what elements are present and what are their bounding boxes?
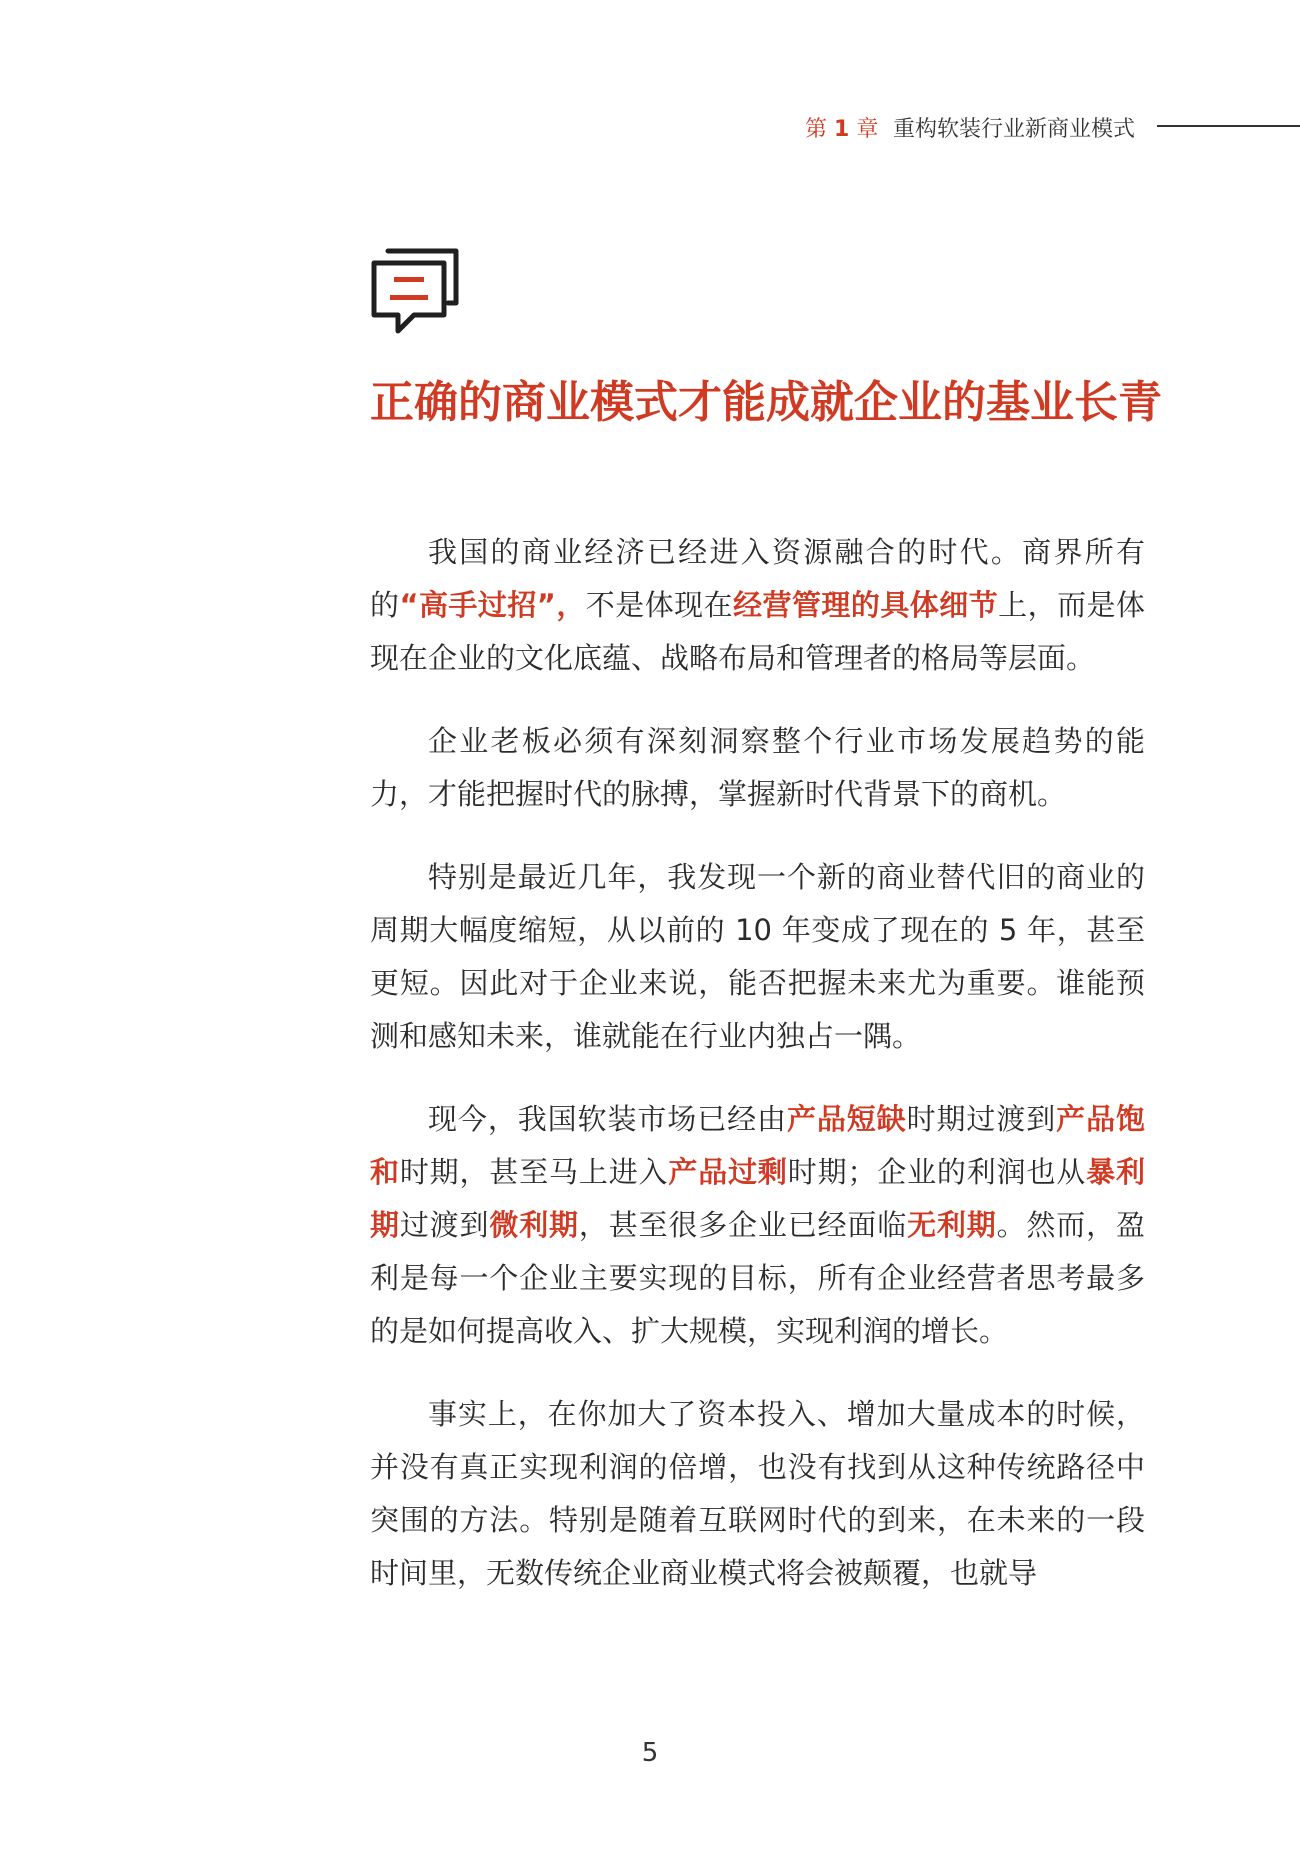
paragraph (370, 851, 1145, 1063)
highlighted-phrase: 经营管理的具体细节 (733, 588, 999, 622)
highlighted-phrase: 产品饱和 (370, 1102, 1145, 1189)
page-number: 5 (641, 1738, 659, 1768)
text-segment: 企业老板必须有深刻洞察整个行业市场发展趋势的能力，才能把握时代的脉搏，掌握新时代背景下的商机。 (370, 724, 1145, 811)
text-segment: 时期过渡到 (906, 1102, 1057, 1136)
highlighted-phrase: 产品短缺 (786, 1102, 907, 1136)
text-segment: 现今，我国软装市场已经由 (428, 1102, 787, 1136)
body-text (370, 526, 1145, 1630)
paragraph (370, 715, 1145, 821)
text-segment: 。然而，盈利是每一个企业主要实现的目标，所有企业经营者思考最多的是如何提高收入、扩大规模，实现利润的增长。 (370, 1208, 1145, 1348)
text-segment: 特别是最近几年，我发现一个新的商业替代旧的商业的周期大幅度缩短，从以前的 10 年变成了现在的 5 年，甚至更短。因此对于企业来说，能否把握未来尤为重要。谁能预测和感知未来，谁就能在行业内独占一隅。 (370, 860, 1145, 1053)
running-header (0, 108, 1300, 148)
highlighted-phrase: 产品过剩 (668, 1155, 788, 1189)
text-segment: 时期；企业的利润也从 (787, 1155, 1087, 1189)
highlighted-phrase: “高手过招”， (399, 588, 586, 622)
paragraph (370, 1093, 1145, 1358)
text-segment: ，甚至很多企业已经面临 (578, 1208, 908, 1242)
text-segment: 事实上，在你加大了资本投入、增加大量成本的时候，并没有真正实现利润的倍增，也没有找到从这种传统路径中突围的方法。特别是随着互联网时代的到来，在未来的一段时间里，无数传统企业商业模式将会被颠覆，也就导 (370, 1397, 1145, 1590)
text-segment: 过渡到 (399, 1208, 490, 1242)
highlighted-phrase: 无利期 (907, 1208, 997, 1242)
highlighted-phrase: 暴利期 (370, 1155, 1145, 1242)
text-segment: 我国的商业经济已经进入资源融合的时代。商界所有的 (370, 535, 1145, 622)
highlighted-phrase: 微利期 (489, 1208, 579, 1242)
text-segment: 上，而是体现在企业的文化底蕴、战略布局和管理者的格局等层面。 (370, 588, 1145, 675)
header-rule (1157, 125, 1300, 127)
chapter-title: 重构软装行业新商业模式 (893, 117, 1136, 142)
text-segment: 不是体现在 (585, 588, 734, 622)
paragraph (370, 526, 1145, 685)
paragraph (370, 1388, 1145, 1600)
speech-bubble-icon (368, 245, 464, 337)
text-segment: 时期，甚至马上进入 (399, 1155, 669, 1189)
section-title: 正确的商业模式才能成就企业的基业长青 (370, 377, 1162, 428)
chapter-label: 第 1 章 (805, 117, 879, 142)
